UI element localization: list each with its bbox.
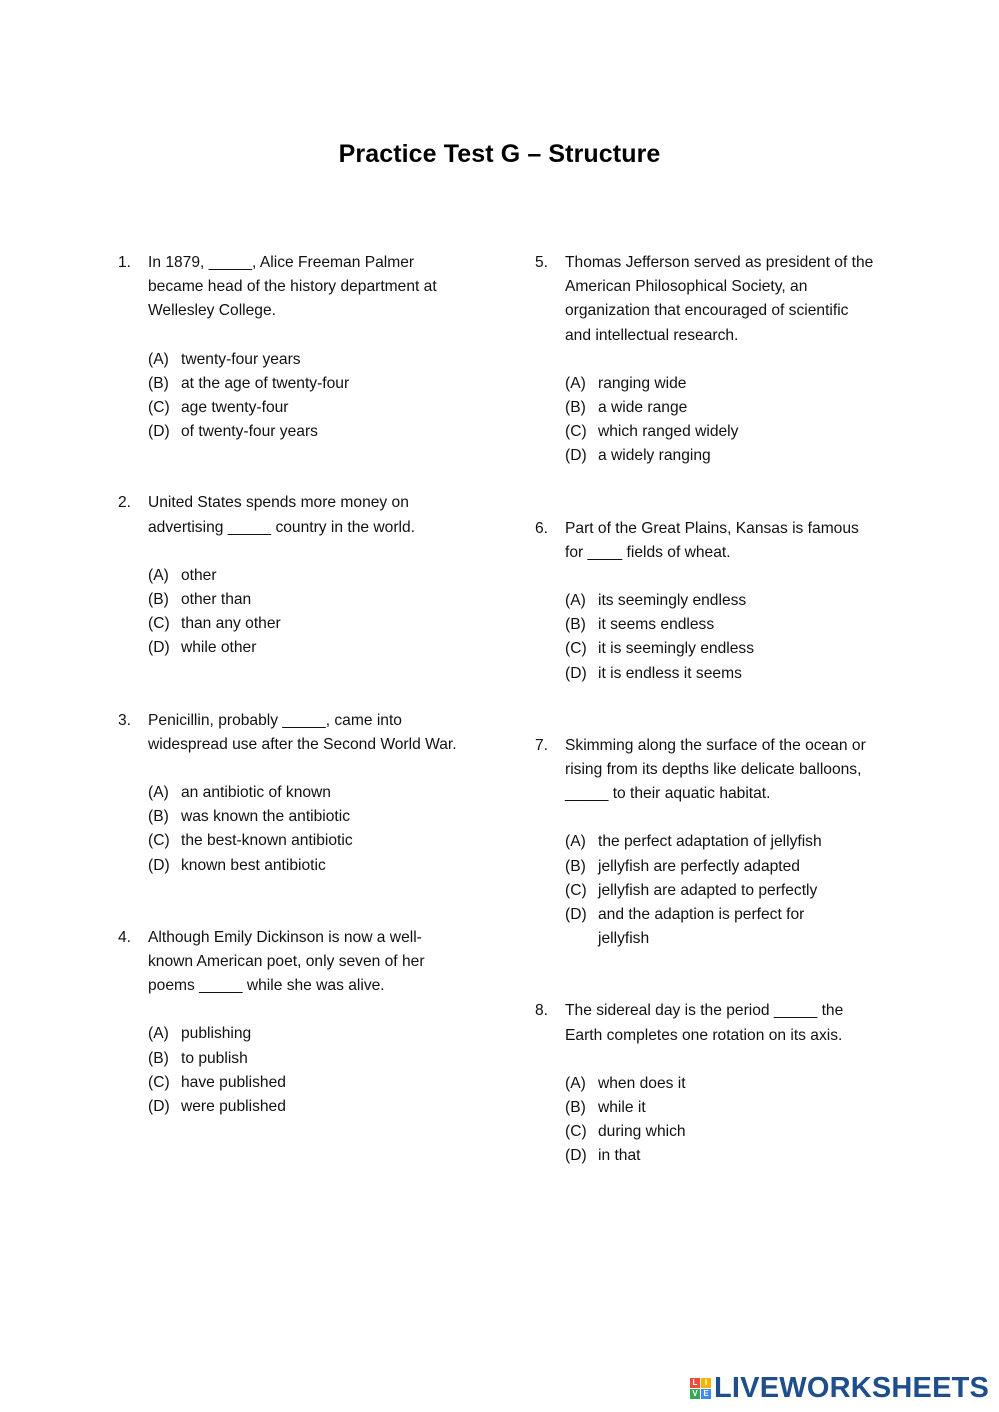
option-letter: (C): [148, 615, 170, 633]
option-letter: (D): [148, 639, 170, 657]
option-text: during which: [598, 1123, 686, 1141]
option-letter: (D): [565, 447, 587, 465]
option-text: its seemingly endless: [598, 592, 747, 610]
question-number: 4.: [118, 928, 132, 946]
option-letter: (B): [148, 591, 169, 609]
question-8: [535, 999, 875, 1168]
option-text: in that: [598, 1147, 641, 1165]
option-letter: (B): [565, 616, 586, 634]
option-text: it is endless it seems: [598, 664, 742, 682]
option-letter: (C): [565, 640, 587, 658]
question-3: [118, 709, 458, 878]
option-letter: (A): [565, 592, 586, 610]
option-a[interactable]: [565, 372, 875, 396]
option-a[interactable]: [565, 830, 875, 854]
option-text: age twenty-four: [181, 399, 289, 417]
option-letter: (B): [148, 808, 169, 826]
option-text: jellyfish are perfectly adapted: [598, 857, 800, 875]
option-d[interactable]: [148, 854, 458, 878]
option-c[interactable]: [565, 637, 875, 661]
option-text: the best-known antibiotic: [181, 832, 353, 850]
option-letter: (B): [565, 857, 586, 875]
option-text: publishing: [181, 1025, 252, 1043]
question-5: [535, 251, 875, 469]
option-letter: (B): [565, 1099, 586, 1117]
option-b[interactable]: [148, 805, 458, 829]
page-title: Practice Test G – Structure: [338, 140, 661, 168]
question-stem: Although Emily Dickinson is now a well-known American poet, only seven of her poems _____ while she was alive.: [148, 928, 425, 995]
option-text: other than: [181, 591, 252, 609]
option-letter: (A): [148, 350, 169, 368]
option-letter: (D): [148, 423, 170, 441]
question-stem: United States spends more money on advertising _____ country in the world.: [148, 494, 415, 536]
option-text: the perfect adaptation of jellyfish: [598, 833, 822, 851]
liveworksheets-logo-icon: [690, 1378, 711, 1399]
option-letter: (C): [565, 1123, 587, 1141]
option-text: known best antibiotic: [181, 856, 326, 874]
question-number: 3.: [118, 711, 132, 729]
option-text: a wide range: [598, 399, 688, 417]
option-d[interactable]: [565, 662, 875, 686]
option-letter: (C): [148, 1073, 170, 1091]
option-a[interactable]: [565, 589, 875, 613]
option-text: it seems endless: [598, 616, 715, 634]
options-list: [148, 564, 458, 661]
logo-tile: L: [690, 1378, 700, 1388]
option-letter: (C): [148, 832, 170, 850]
option-letter: (A): [148, 1025, 169, 1043]
options-list: [565, 372, 875, 469]
option-d[interactable]: [565, 903, 848, 951]
option-letter: (B): [148, 1049, 169, 1067]
option-c[interactable]: [565, 879, 875, 903]
question-stem: The sidereal day is the period _____ the Earth completes one rotation on its axis.: [565, 1002, 844, 1044]
option-letter: (D): [565, 1147, 587, 1165]
option-b[interactable]: [565, 855, 875, 879]
option-a[interactable]: [148, 1022, 458, 1046]
option-letter: (D): [565, 906, 587, 924]
question-6: [535, 517, 875, 686]
option-text: of twenty-four years: [181, 423, 318, 441]
question-number: 2.: [118, 494, 132, 512]
logo-tile: I: [701, 1378, 711, 1388]
option-text: ranging wide: [598, 374, 687, 392]
option-c[interactable]: [148, 396, 458, 420]
options-list: [565, 589, 875, 686]
option-text: were published: [181, 1098, 286, 1116]
option-c[interactable]: [565, 420, 875, 444]
option-text: a widely ranging: [598, 447, 711, 465]
option-text: it is seemingly endless: [598, 640, 755, 658]
question-stem: In 1879, _____, Alice Freeman Palmer became head of the history department at Wellesley College.: [148, 254, 437, 320]
logo-tile: V: [690, 1389, 700, 1399]
option-letter: (D): [565, 664, 587, 682]
right-column: [535, 251, 875, 1169]
option-text: twenty-four years: [181, 350, 301, 368]
question-7: [535, 734, 875, 952]
question-number: 8.: [535, 1002, 549, 1020]
option-d[interactable]: [565, 1144, 875, 1168]
option-letter: (A): [148, 566, 169, 584]
option-b[interactable]: [148, 372, 458, 396]
liveworksheets-watermark: [690, 1373, 989, 1403]
options-list: [565, 1072, 875, 1169]
option-text: while it: [598, 1099, 646, 1117]
option-text: other: [181, 566, 217, 584]
option-letter: (A): [565, 1074, 586, 1092]
option-letter: (C): [565, 423, 587, 441]
question-1: [118, 251, 458, 444]
question-stem: Thomas Jefferson served as president of the American Philosophical Society, an organization that encouraged of scientific and intellectual research.: [565, 254, 874, 344]
option-text: to publish: [181, 1049, 248, 1067]
option-a[interactable]: [148, 348, 458, 372]
question-stem: Skimming along the surface of the ocean or rising from its depths like delicate balloons, _____ to their aquatic habitat.: [565, 736, 866, 803]
option-a[interactable]: [148, 781, 458, 805]
option-text: than any other: [181, 615, 281, 633]
option-d[interactable]: [565, 444, 875, 468]
option-letter: (B): [565, 399, 586, 417]
option-text: which ranged widely: [598, 423, 739, 441]
option-text: have published: [181, 1073, 286, 1091]
option-a[interactable]: [148, 564, 458, 588]
option-text: and the adaption is perfect for jellyfish: [598, 906, 805, 948]
option-d[interactable]: [148, 636, 458, 660]
option-b[interactable]: [148, 588, 458, 612]
option-c[interactable]: [148, 1071, 458, 1095]
option-text: was known the antibiotic: [181, 808, 351, 826]
option-c[interactable]: [148, 612, 458, 636]
question-stem: Part of the Great Plains, Kansas is famous for ____ fields of wheat.: [565, 519, 859, 561]
option-d[interactable]: [148, 420, 458, 444]
options-list: [148, 781, 458, 878]
option-d[interactable]: [148, 1095, 458, 1119]
option-text: at the age of twenty-four: [181, 374, 350, 392]
question-stem: Penicillin, probably _____, came into widespread use after the Second World War.: [148, 711, 457, 753]
logo-tile: E: [701, 1389, 711, 1399]
option-letter: (A): [565, 833, 586, 851]
option-text: an antibiotic of known: [181, 784, 331, 802]
option-a[interactable]: [565, 1072, 875, 1096]
options-list: [565, 830, 875, 951]
question-number: 1.: [118, 254, 132, 271]
question-4: [118, 926, 458, 1119]
option-letter: (A): [148, 784, 169, 802]
option-letter: (C): [148, 399, 170, 417]
option-letter: (B): [148, 374, 169, 392]
option-letter: (C): [565, 881, 587, 899]
option-letter: (D): [148, 856, 170, 874]
left-column: [118, 251, 458, 1119]
option-letter: (A): [565, 374, 586, 392]
option-b[interactable]: [148, 1047, 458, 1071]
question-number: 5.: [535, 254, 549, 271]
option-c[interactable]: [148, 829, 458, 853]
options-list: [148, 348, 458, 445]
option-b[interactable]: [565, 1096, 875, 1120]
option-text: while other: [181, 639, 257, 657]
option-text: jellyfish are adapted to perfectly: [598, 881, 818, 899]
watermark-text: LIVEWORKSHEETS: [714, 1371, 990, 1404]
option-b[interactable]: [565, 613, 875, 637]
option-text: when does it: [598, 1074, 686, 1092]
option-b[interactable]: [565, 396, 875, 420]
option-letter: (D): [148, 1098, 170, 1116]
question-number: 7.: [535, 736, 549, 754]
option-c[interactable]: [565, 1120, 875, 1144]
options-list: [148, 1022, 458, 1119]
question-2: [118, 491, 458, 660]
question-number: 6.: [535, 519, 549, 537]
